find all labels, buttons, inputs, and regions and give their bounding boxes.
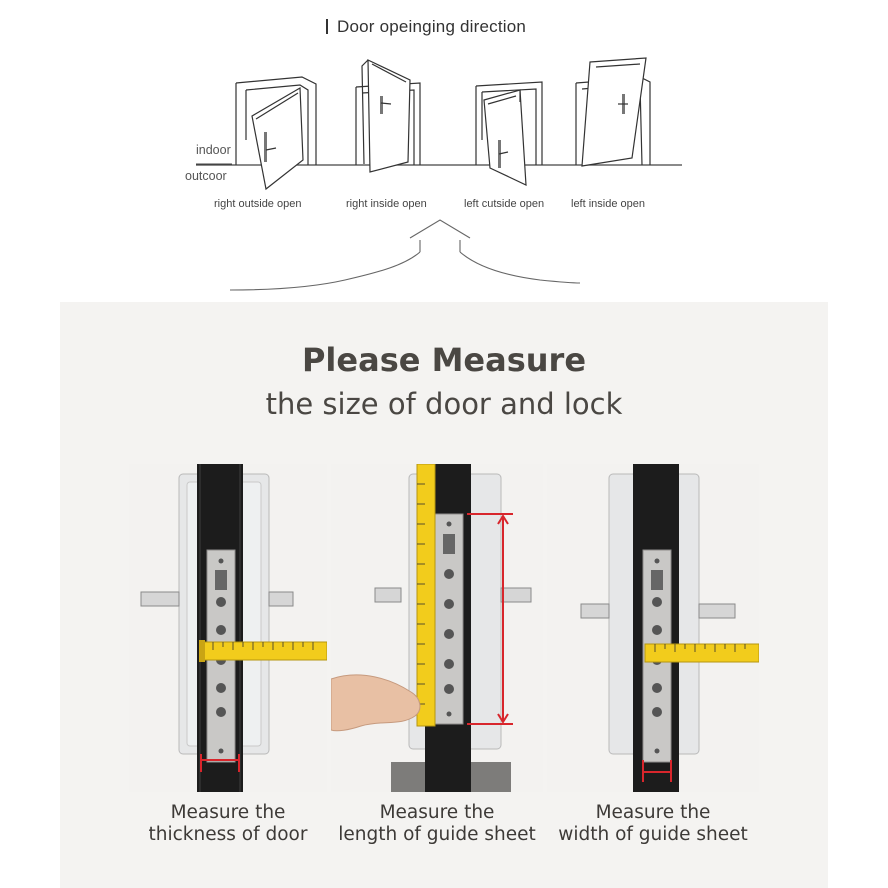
door-label-right-outside: right outside open bbox=[214, 198, 302, 210]
caption-guide-width bbox=[547, 802, 759, 846]
caption-door-thickness bbox=[129, 802, 327, 846]
outdoor-label: outcoor bbox=[185, 169, 227, 183]
door-direction-section bbox=[0, 0, 888, 300]
arrow-up-icon bbox=[230, 220, 580, 290]
door-thickness-illustration bbox=[129, 464, 327, 792]
door-label-left-outside: left cutside open bbox=[464, 198, 545, 210]
indoor-label: indoor bbox=[196, 143, 231, 157]
guide-length-illustration bbox=[331, 464, 543, 792]
measure-subheading: the size of door and lock bbox=[265, 387, 623, 421]
door-label-right-inside: right inside open bbox=[346, 198, 427, 210]
caption-line1: Measure the bbox=[379, 802, 495, 823]
caption-line2: thickness of door bbox=[148, 824, 308, 845]
caption-guide-length bbox=[331, 802, 543, 846]
panel-door-thickness bbox=[129, 464, 327, 792]
caption-line1: Measure the bbox=[170, 802, 286, 823]
guide-width-illustration bbox=[547, 464, 759, 792]
panel-guide-sheet-length bbox=[331, 464, 543, 792]
caption-line2: width of guide sheet bbox=[558, 824, 748, 845]
panel-guide-sheet-width bbox=[547, 464, 759, 792]
caption-line2: length of guide sheet bbox=[338, 824, 536, 845]
caption-line1: Measure the bbox=[595, 802, 711, 823]
door-right-inside-open bbox=[356, 60, 420, 172]
door-left-inside-open bbox=[576, 58, 650, 166]
direction-title-text: Door opeinging direction bbox=[337, 17, 527, 36]
door-right-outside-open bbox=[236, 77, 316, 189]
door-label-left-inside: left inside open bbox=[571, 198, 645, 210]
measure-section bbox=[60, 302, 828, 888]
door-left-outside-open bbox=[476, 82, 542, 185]
measure-heading: Please Measure bbox=[301, 341, 587, 379]
door-diagrams bbox=[0, 0, 888, 300]
